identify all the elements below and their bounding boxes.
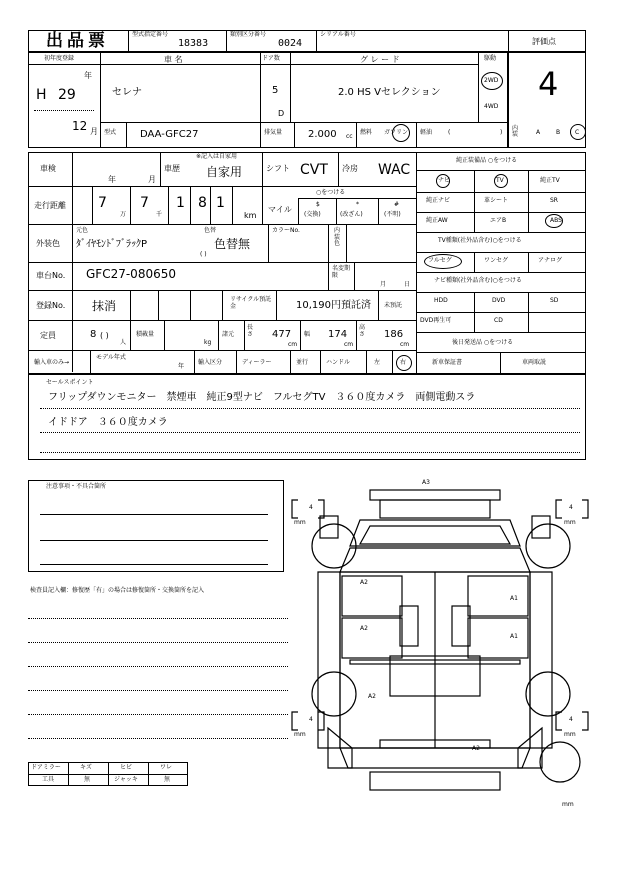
handle-right: 右 [400, 359, 407, 366]
tv-type: フルセグ [428, 257, 452, 264]
equip-item: 純正TV [540, 177, 560, 184]
equip-item: SR [550, 197, 558, 204]
tv-type: ワンセグ [484, 257, 509, 264]
damage-mark: A1 [510, 633, 518, 640]
tire-depth-rl: 4 [309, 716, 313, 723]
tire-depth-fl: 4 [309, 504, 313, 511]
equip-item: ナビ [438, 177, 451, 184]
tire-depth-rr: 4 [569, 716, 573, 723]
equip-item: 革シート [484, 197, 509, 204]
capacity-value: 8 [90, 329, 97, 340]
model-code: DAA-GFC27 [140, 129, 199, 140]
car-name: セレナ [112, 87, 142, 98]
mileage-digit: 1 [176, 195, 185, 211]
damage-mark: A2 [368, 693, 376, 700]
mileage-digit: 8 [198, 195, 207, 211]
class-number: 0024 [278, 38, 303, 49]
length: 477 [272, 329, 292, 340]
tire-depth-fr: 4 [569, 504, 573, 511]
color-change: 色替無 [214, 237, 251, 251]
usage-value: 自家用 [206, 165, 243, 179]
displacement: 2.000 [308, 129, 337, 140]
navi-type: DVD再生可 [420, 317, 452, 324]
sales-line-1: フリップダウンモニター 禁煙車 純正9型ナビ フルセグTV ３６０度カメラ 両側電動スラ [48, 392, 476, 403]
damage-mark: A2 [472, 745, 480, 752]
drive-4wd: 4WD [484, 103, 499, 110]
navi-type: CD [494, 317, 503, 324]
equip-item: 純正ナビ [426, 197, 451, 204]
interior-grade: C [575, 129, 580, 136]
equip-item: 純正AW [426, 217, 448, 224]
reg-number: 18383 [178, 38, 209, 49]
damage-mark: A1 [510, 595, 518, 602]
recycle-deposit: 10,190円預託済 [296, 300, 371, 311]
notes-box [28, 480, 284, 572]
ac-value: WAC [378, 162, 411, 178]
navi-type: SD [550, 297, 559, 304]
original-color: ﾀﾞｲﾔﾓﾝﾄﾞﾌﾞﾗｯｸP [76, 239, 148, 250]
equip-item: ABS [550, 217, 562, 224]
reg-month: 12 [72, 119, 88, 133]
mileage-digit: 1 [216, 195, 225, 211]
era: H [36, 87, 47, 103]
shift-value: CVT [300, 162, 328, 178]
width: 174 [328, 329, 348, 340]
fuel-gasoline: ガソリン [384, 129, 409, 136]
score-value: 4 [538, 65, 559, 103]
navi-type: HDD [434, 297, 448, 304]
registration-number: 抹消 [92, 299, 117, 313]
damage-mark: A3 [422, 479, 430, 486]
header-frame [28, 30, 586, 52]
reg-year: 29 [58, 87, 76, 103]
later-item: 車両取説 [522, 359, 547, 366]
equip-item: エアB [490, 217, 507, 224]
drive-2wd: 2WD [484, 77, 499, 84]
mileage-digit: 7 [140, 195, 149, 211]
page-title: 出品票 [46, 31, 109, 51]
damage-mark: A2 [360, 625, 368, 632]
navi-type: DVD [492, 297, 506, 304]
equip-item: TV [496, 177, 504, 184]
door-count: 5 [272, 85, 279, 96]
chassis-number: GFC27-080650 [86, 267, 176, 281]
height: 186 [384, 329, 404, 340]
mileage-digit: 7 [98, 195, 107, 211]
tv-type: アナログ [538, 257, 563, 264]
damage-mark: A2 [360, 579, 368, 586]
later-item: 新車保証書 [432, 359, 463, 366]
sales-line-2: イドドア ３６０度カメラ [48, 417, 168, 428]
grade: 2.0 HS Vセレクション [338, 87, 441, 98]
car-diagram [290, 476, 600, 816]
